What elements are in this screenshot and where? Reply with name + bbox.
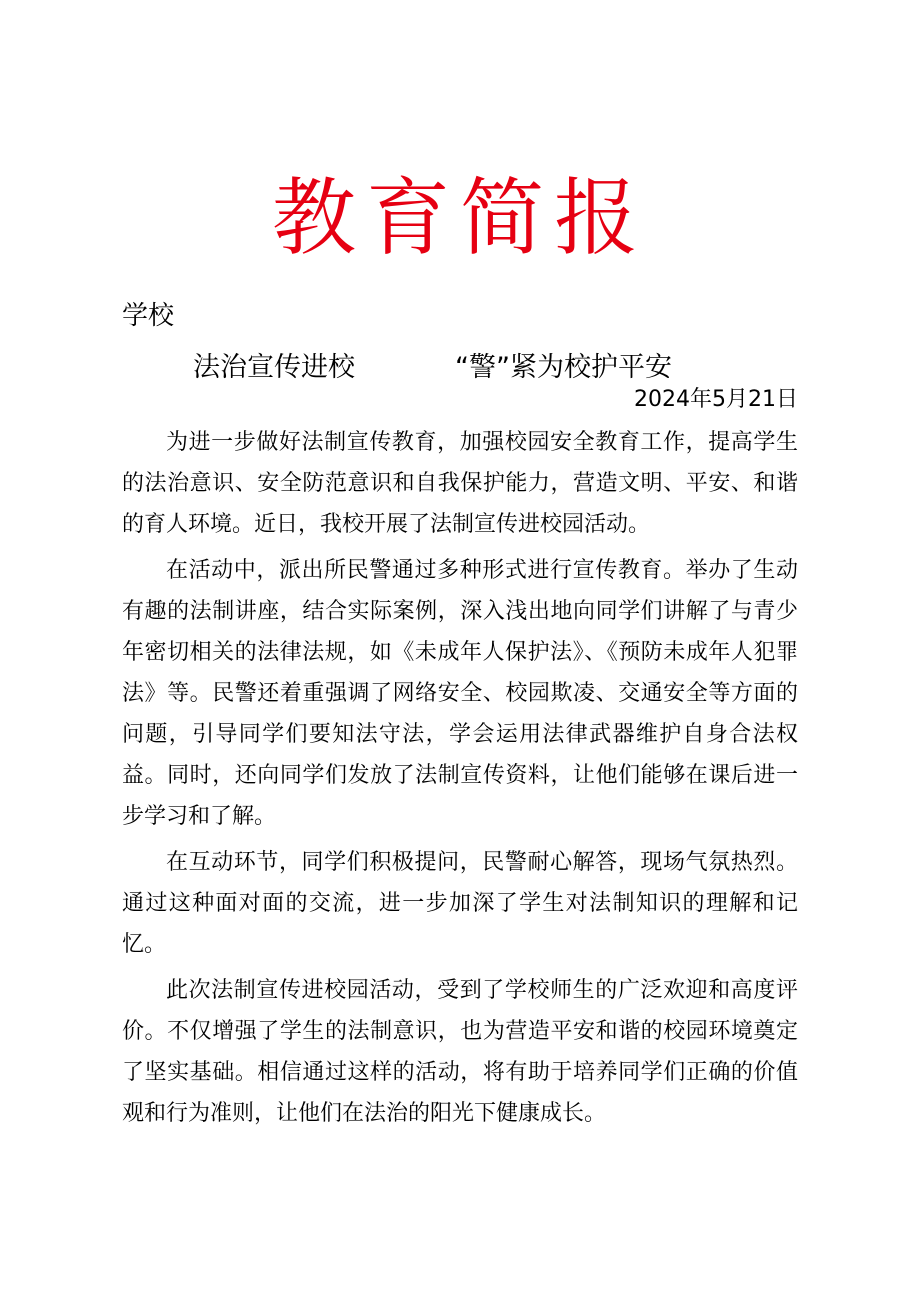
newsletter-masthead: 教育简报 xyxy=(271,169,648,267)
paragraph: 在活动中，派出所民警通过多种形式进行宣传教育。举办了生动有趣的法制讲座，结合实际案例，深入浅出地向同学们讲解了与青少年密切相关的法律法规，如《未成年人保护法》、《预防未成年人犯罪法》等。民警还着重强调了网络安全、校园欺凌、交通安全等方面的问题，引导同学们要知法守法，学会运用法律武器维护自身合法权益。同时，还向同学们发放了法制宣传资料，让他们能够在课后进一步学习和了解。 xyxy=(122,558,798,829)
article-body xyxy=(122,422,798,1139)
paragraph: 在互动环节，同学们积极提问，民警耐心解答，现场气氛热烈。通过这种面对面的交流，进一步加深了学生对法制知识的理解和记忆。 xyxy=(122,850,798,957)
paragraph: 此次法制宣传进校园活动，受到了学校师生的广泛欢迎和高度评价。不仅增强了学生的法制意识，也为营造平安和谐的校园环境奠定了坚实基础。相信通过这样的活动，将有助于培养同学们正确的价值观和行为准则，让他们在法治的阳光下健康成长。 xyxy=(122,978,798,1126)
publish-date: 2024年5月21日 xyxy=(634,387,798,412)
headline-part-2: “警”紧为校护平安 xyxy=(455,352,672,383)
headline-part-1: 法治宣传进校 xyxy=(193,352,355,383)
paragraph: 为进一步做好法制宣传教育，加强校园安全教育工作，提高学生的法治意识、安全防范意识和自我保护能力，营造文明、平安、和谐的育人环境。近日，我校开展了法制宣传进校园活动。 xyxy=(122,430,798,537)
school-label: 学校 xyxy=(122,301,175,331)
